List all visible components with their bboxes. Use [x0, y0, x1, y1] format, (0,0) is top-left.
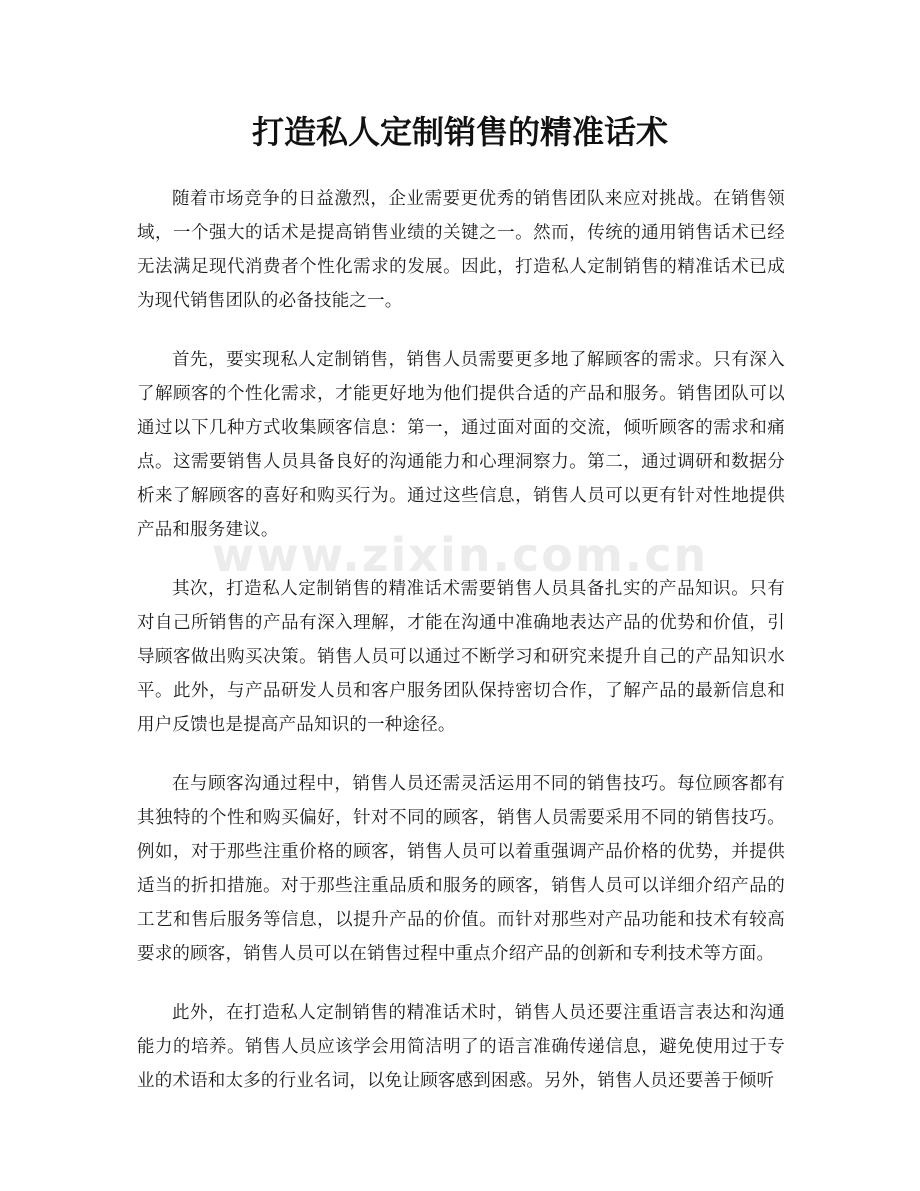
document-body: [137, 182, 785, 1123]
paragraph-1: 随着市场竞争的日益激烈，企业需要更优秀的销售团队来应对挑战。在销售领域，一个强大的话术是提高销售业绩的关键之一。然而，传统的通用销售话术已经无法满足现代消费者个性化需求的发展。因此，打造私人定制销售的精准话术已成为现代销售团队的必备技能之一。: [137, 189, 785, 311]
paragraph-5: 此外，在打造私人定制销售的精准话术时，销售人员还要注重语言表达和沟通能力的培养。销售人员应该学会用简洁明了的语言准确传递信息，避免使用过于专业的术语和太多的行业名词，以免让顾客感到困惑。另外，销售人员还要善于倾听: [137, 1003, 785, 1091]
paragraph-4: 在与顾客沟通过程中，销售人员还需灵活运用不同的销售技巧。每位顾客都有其独特的个性和购买偏好，针对不同的顾客，销售人员需要采用不同的销售技巧。例如，对于那些注重价格的顾客，销售人员可以着重强调产品价格的优势，并提供适当的折扣措施。对于那些注重品质和服务的顾客，销售人员可以详细介绍产品的工艺和售后服务等信息，以提升产品的价值。而针对那些对产品功能和技术有较高要求的顾客，销售人员可以在销售过程中重点介绍产品的创新和专利技术等方面。: [137, 774, 785, 964]
document-title: 打造私人定制销售的精准话术: [251, 113, 668, 151]
paragraph-3: 其次，打造私人定制销售的精准话术需要销售人员具备扎实的产品知识。只有对自己所销售的产品有深入理解，才能在沟通中准确地表达产品的优势和价值，引导顾客做出购买决策。销售人员可以通过不断学习和研究来提升自己的产品知识水平。此外，与产品研发人员和客户服务团队保持密切合作，了解产品的最新信息和用户反馈也是提高产品知识的一种途径。: [137, 579, 785, 735]
paragraph-2: 首先，要实现私人定制销售，销售人员需要更多地了解顾客的需求。只有深入了解顾客的个性化需求，才能更好地为他们提供合适的产品和服务。销售团队可以通过以下几种方式收集顾客信息：第一，通过面对面的交流，倾听顾客的需求和痛点。这需要销售人员具备良好的沟通能力和心理洞察力。第二，通过调研和数据分析来了解顾客的喜好和购买行为。通过这些信息，销售人员可以更有针对性地提供产品和服务建议。: [137, 350, 785, 540]
watermark-text: www.zixin.com.cn: [211, 528, 709, 582]
